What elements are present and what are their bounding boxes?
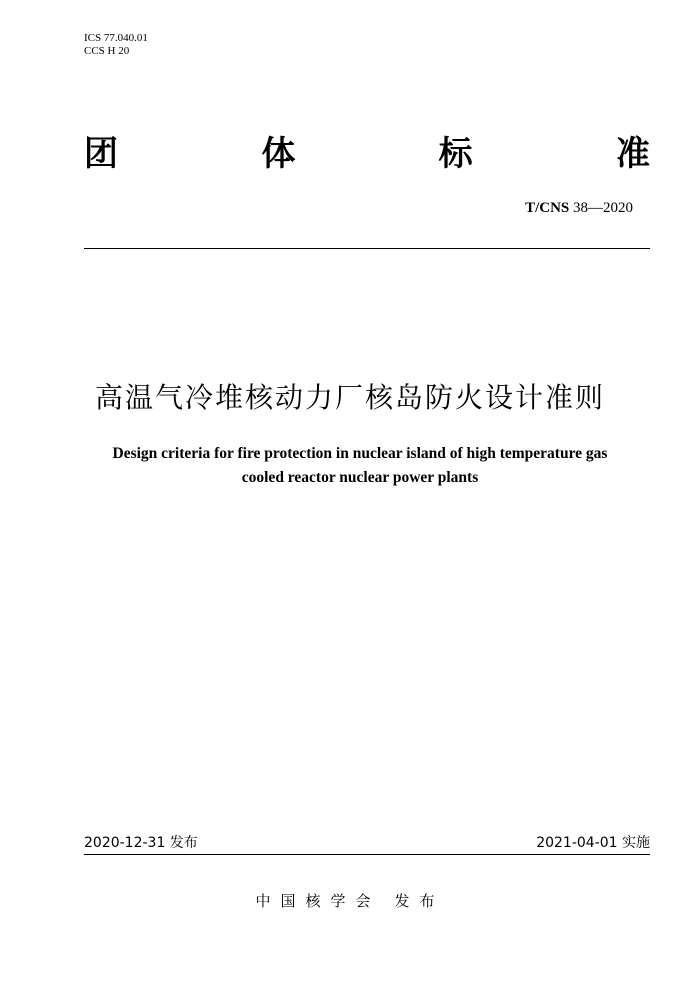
ics-code: ICS 77.040.01 bbox=[84, 32, 148, 44]
standard-number-value: 38—2020 bbox=[573, 200, 633, 216]
publisher-line bbox=[0, 890, 700, 911]
standard-number bbox=[525, 200, 633, 217]
bottom-divider bbox=[84, 854, 650, 855]
publisher-action: 发布 bbox=[394, 892, 445, 910]
classification-codes bbox=[84, 32, 148, 58]
title-en-line: cooled reactor nuclear power plants bbox=[241, 469, 479, 486]
standard-type-char: 标 bbox=[438, 134, 473, 174]
title-en-line: Design criteria for fire protection in nuclear island of high temperature gas bbox=[112, 445, 608, 462]
top-divider bbox=[84, 248, 650, 249]
ccs-code: CCS H 20 bbox=[84, 45, 130, 57]
standard-type-heading bbox=[84, 134, 650, 174]
issue-date: 2020-12-31 发布 bbox=[84, 835, 198, 851]
standard-type-char: 准 bbox=[615, 134, 650, 174]
publisher-name: 中国核学会 bbox=[255, 892, 381, 910]
standard-type-char: 体 bbox=[261, 134, 296, 174]
document-title-en bbox=[60, 442, 660, 490]
implementation-date: 2021-04-01 实施 bbox=[536, 835, 650, 851]
standard-type-char: 团 bbox=[84, 134, 118, 174]
document-title-zh: 高温气冷堆核动力厂核岛防火设计准则 bbox=[94, 381, 605, 414]
standard-number-prefix: T/CNS bbox=[525, 200, 570, 216]
